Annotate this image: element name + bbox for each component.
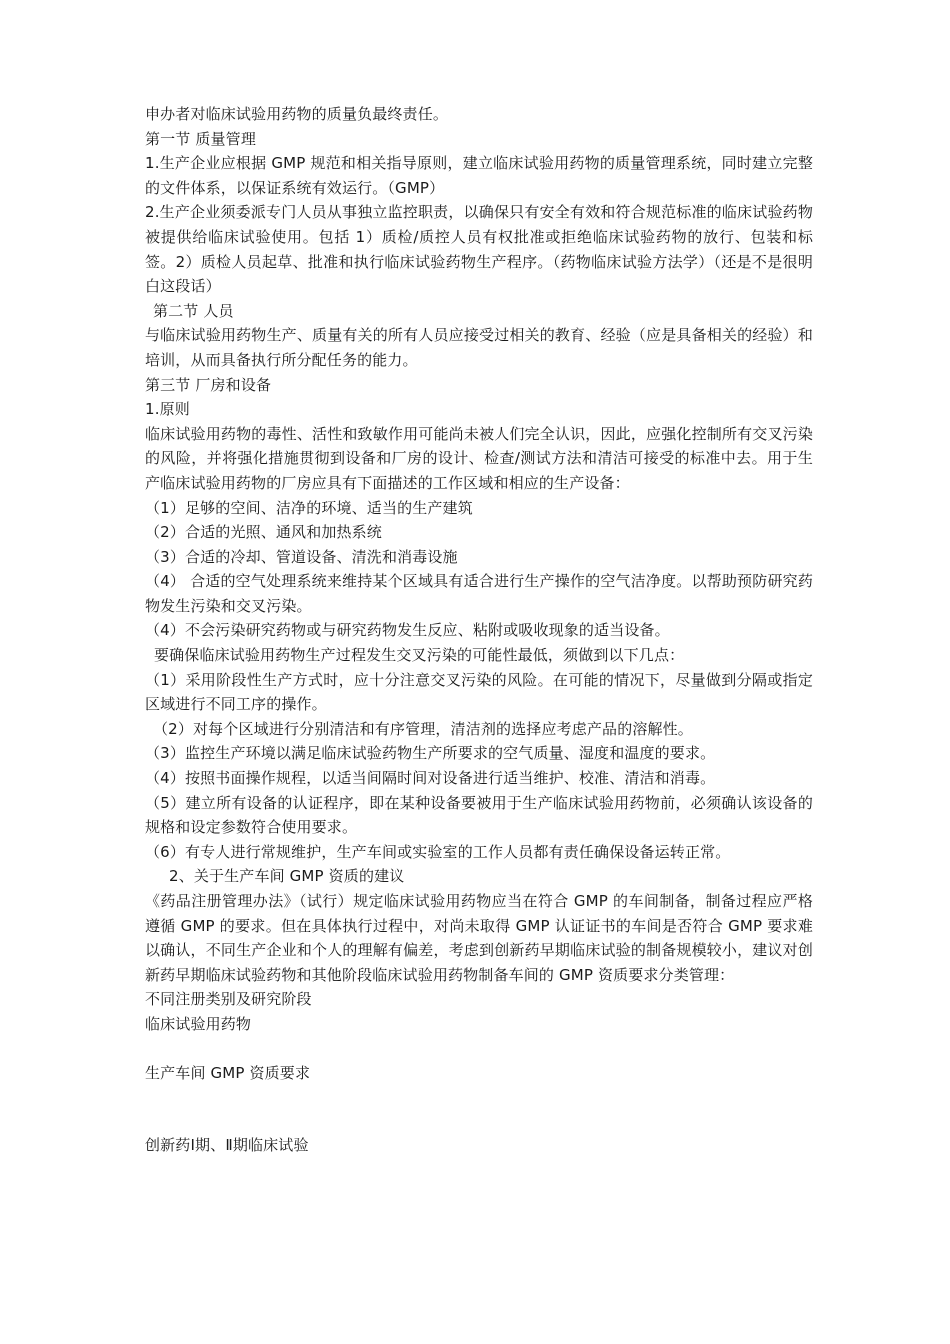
table-label-phase-1-2: 创新药Ⅰ期、Ⅱ期临床试验 [145,1136,309,1155]
section-heading-quality-management: 第一节 质量管理 [145,129,256,148]
list-item: （3）监控生产环境以满足临床试验药物生产所要求的空气质量、湿度和温度的要求。 [145,744,716,763]
paragraph-sponsor-responsibility: 申办者对临床试验用药物的质量负最终责任。 [145,105,449,123]
document-body [145,102,813,1158]
list-item: （1）采用阶段性生产方式时，应十分注意交叉污染的风险。在可能的情况下，尽量做到分隔或指定区域进行不同工序的操作。 [145,670,813,714]
paragraph-principle: 临床试验用药物的毒性、活性和致敏作用可能尚未被人们完全认识，因此，应强化控制所有交叉污染的风险，并将强化措施贯彻到设备和厂房的设计、检查/测试方法和清洁可接受的标准中去。用于生产临床试验用药物的厂房应具有下面描述的工作区域和相应的生产设备： [145,424,813,492]
table-label-registration-category: 不同注册类别及研究阶段 [145,990,312,1009]
list-item: （5）建立所有设备的认证程序，即在某种设备要被用于生产临床试验用药物前，必须确认该设备的规格和设定参数符合使用要求。 [145,793,813,837]
section-heading-facilities: 第三节 厂房和设备 [145,375,272,394]
paragraph-personnel: 与临床试验用药物生产、质量有关的所有人员应接受过相关的教育、经验（应是具备相关的经验）和培训，从而具备执行所分配任务的能力。 [145,326,813,369]
list-item: （4）不会污染研究药物或与研究药物发生反应、粘附或吸收现象的适当设备。 [145,621,670,640]
subheading-principle: 1.原则 [145,400,190,419]
table-label-gmp-requirement: 生产车间 GMP 资质要求 [145,1063,311,1082]
list-item: （2）合适的光照、通风和加热系统 [145,523,382,542]
paragraph-gmp-regulation: 《药品注册管理办法》（试行）规定临床试验用药物应当在符合 GMP 的车间制备，制备过程应严格遵循 GMP 的要求。但在具体执行过程中，对尚未取得 GMP 认证证书的车间是否符合 GMP 要求难以确认，不同生产企业和个人的理解有偏差，考虑到创新药早期临床试验的制备规模较小，建议对创新药早期临床试验药物和其他阶段临床试验用药物制备车间的 GMP 资质要求分类管理： [145,892,813,984]
list-item: （4） 合适的空气处理系统来维持某个区域具有适合进行生产操作的空气洁净度。以帮助预防研究药物发生污染和交叉污染。 [145,572,813,615]
list-item: （4）按照书面操作规程，以适当间隔时间对设备进行适当维护、校准、清洁和消毒。 [145,769,716,788]
paragraph-cross-contamination: 要确保临床试验用药物生产过程发生交叉污染的可能性最低，须做到以下几点： [154,646,685,665]
section-heading-personnel: 第二节 人员 [153,301,234,320]
table-label-clinical-drug: 临床试验用药物 [145,1014,252,1033]
paragraph-independent-monitoring: 2.生产企业须委派专门人员从事独立监控职责，以确保只有安全有效和符合规范标准的临床试验药物被提供给临床试验使用。包括 1）质检/质控人员有权批准或拒绝临床试验药物的放行、包装和标签。2）质检人员起草、批准和执行临床试验药物生产程序。（药物临床试验方法学）（还是不是很明白这段话） [145,203,813,296]
paragraph-quality-system: 1.生产企业应根据 GMP 规范和相关指导原则，建立临床试验用药物的质量管理系统，同时建立完整的文件体系，以保证系统有效运行。（GMP） [145,154,813,197]
list-item: （2）对每个区域进行分别清洁和有序管理，清洁剂的选择应考虑产品的溶解性。 [153,719,693,738]
list-item: （1）足够的空间、洁净的环境、适当的生产建筑 [145,498,473,517]
list-item: （6）有专人进行常规维护，生产车间或实验室的工作人员都有责任确保设备运转正常。 [145,842,731,861]
subheading-gmp-qualification: 2、关于生产车间 GMP 资质的建议 [169,867,405,886]
list-item: （3）合适的冷却、管道设备、清洗和消毒设施 [145,547,458,566]
